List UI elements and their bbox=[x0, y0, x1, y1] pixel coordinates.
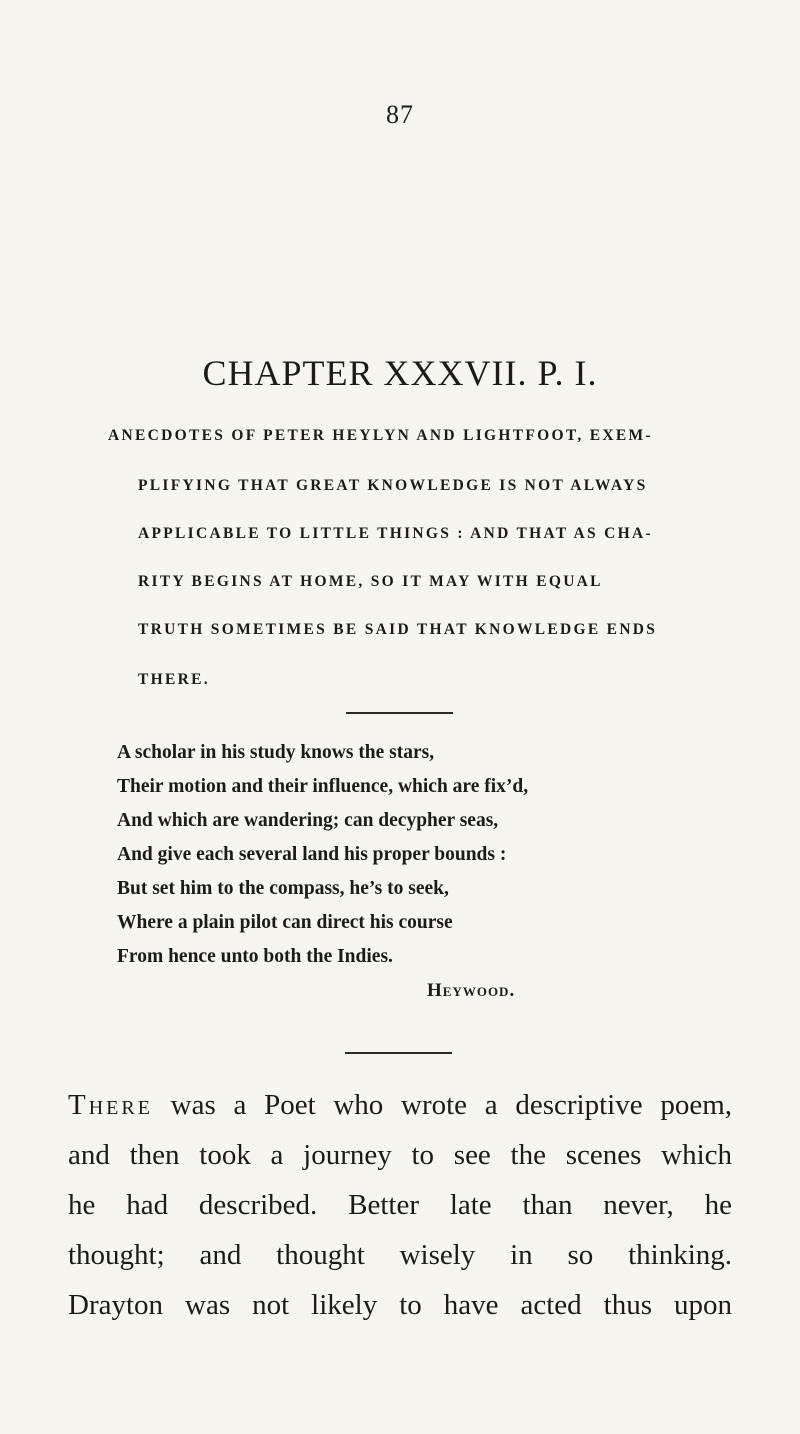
chapter-title: CHAPTER XXXVII. P. I. bbox=[202, 353, 598, 393]
epigraph-line: But set him to the compass, he’s to seek, bbox=[117, 878, 449, 899]
body-line: Drayton was not likely to have acted thus upon bbox=[68, 1289, 732, 1321]
argument-line: APPLICABLE TO LITTLE THINGS : AND THAT AS CHA- bbox=[138, 525, 653, 542]
epigraph-line: Where a plain pilot can direct his course bbox=[117, 912, 453, 933]
argument-line: PLIFYING THAT GREAT KNOWLEDGE IS NOT ALWAYS bbox=[138, 477, 648, 494]
epigraph-line: Their motion and their influence, which are fix’d, bbox=[117, 776, 529, 797]
page-number: 87 bbox=[386, 100, 414, 129]
argument-line: THERE. bbox=[138, 671, 210, 688]
argument-line: ANECDOTES OF PETER HEYLYN AND LIGHTFOOT, EXEM- bbox=[108, 427, 653, 444]
epigraph-line: From hence unto both the Indies. bbox=[117, 946, 393, 967]
section-divider bbox=[346, 712, 453, 714]
argument-line: RITY BEGINS AT HOME, SO IT MAY WITH EQUAL bbox=[138, 573, 603, 590]
body-line: thought; and thought wisely in so thinking. bbox=[68, 1239, 732, 1271]
lead-word: There bbox=[68, 1089, 153, 1121]
body-line-text: was a Poet who wrote a descriptive poem, bbox=[152, 1089, 732, 1121]
epigraph-line: And give each several land his proper bounds : bbox=[117, 844, 507, 865]
body-line: he had described. Better late than never, he bbox=[68, 1189, 732, 1221]
epigraph-line: And which are wandering; can decypher seas, bbox=[117, 810, 499, 831]
argument-line: TRUTH SOMETIMES BE SAID THAT KNOWLEDGE ENDS bbox=[138, 621, 658, 638]
body-line: and then took a journey to see the scenes which bbox=[68, 1139, 732, 1171]
section-divider bbox=[345, 1052, 452, 1054]
epigraph-attribution: Heywood. bbox=[427, 980, 516, 1001]
epigraph-line: A scholar in his study knows the stars, bbox=[117, 742, 435, 763]
body-line bbox=[68, 1086, 732, 1124]
